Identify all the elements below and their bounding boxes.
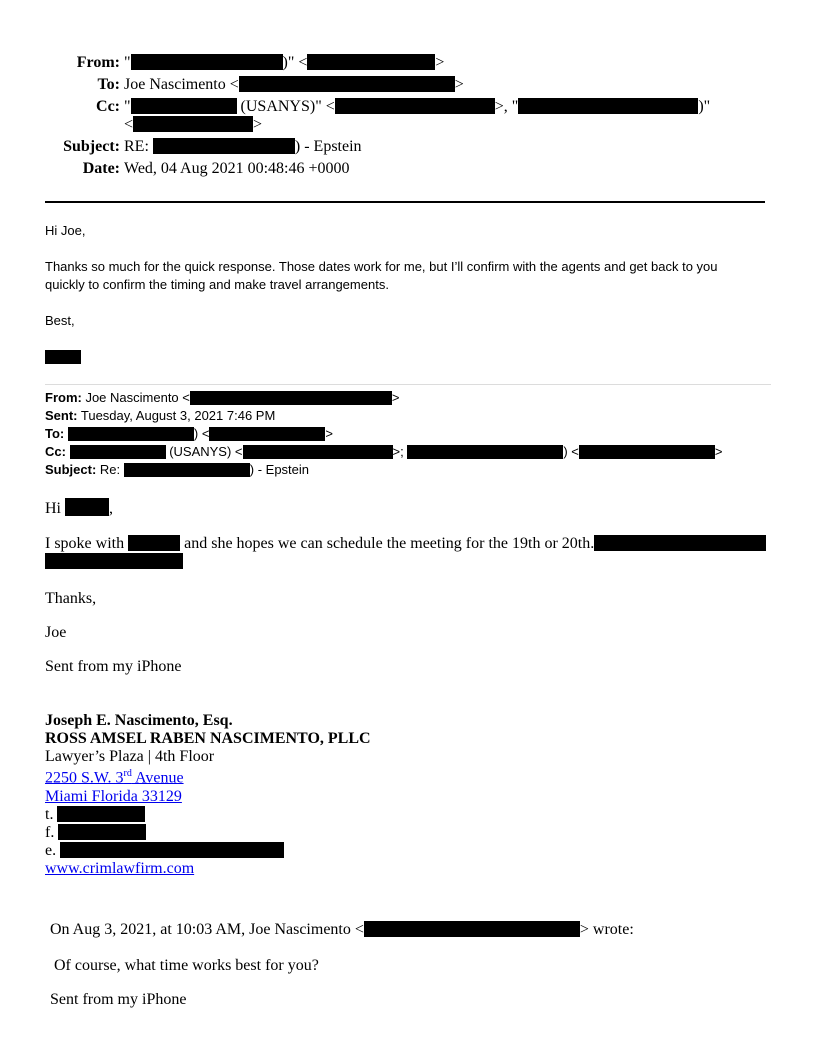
- redaction: [190, 391, 392, 405]
- redaction: [58, 824, 146, 840]
- redaction: [209, 427, 325, 441]
- joe-greeting: Hi ,: [45, 500, 113, 517]
- quoted-subject-value: Re: ) - Epstein: [96, 462, 310, 477]
- date-label: Date:: [82, 160, 120, 177]
- cc-label: Cc:: [96, 98, 120, 115]
- redaction: [407, 445, 563, 459]
- reply-closing: Best,: [45, 313, 75, 328]
- redaction: [124, 463, 250, 477]
- signature-fax: f.: [45, 824, 146, 842]
- signature-email: e.: [45, 842, 284, 860]
- redacted-signature: [45, 350, 81, 364]
- joe-thanks: Thanks,: [45, 590, 97, 607]
- address-link-street[interactable]: 2250 S.W. 3rd Avenue: [45, 768, 184, 787]
- earlier-intro: On Aug 3, 2021, at 10:03 AM, Joe Nascimento < > wrote:: [50, 921, 634, 938]
- quoted-sent-value: Tuesday, August 3, 2021 7:46 PM: [77, 408, 276, 423]
- date-value: Wed, 04 Aug 2021 00:48:46 +0000: [124, 160, 350, 177]
- to-label: To:: [97, 76, 120, 93]
- earlier-line1: Of course, what time works best for you?: [54, 957, 319, 974]
- redaction: [594, 535, 766, 551]
- quote-divider: [45, 384, 771, 385]
- quoted-to-value: ) < >: [68, 426, 333, 441]
- reply-line1: Thanks so much for the quick response. Those dates work for me, but I’ll confirm with the agents and get back to you: [45, 259, 718, 274]
- subject-value: RE: ) - Epstein: [124, 138, 362, 155]
- joe-sent-from: Sent from my iPhone: [45, 658, 182, 675]
- redaction: [57, 806, 145, 822]
- quoted-from-label: From:: [45, 390, 82, 405]
- to-value: Joe Nascimento < >: [124, 76, 464, 93]
- redaction: [131, 54, 283, 70]
- redaction: [335, 98, 495, 114]
- redaction: [153, 138, 295, 154]
- joe-name: Joe: [45, 624, 67, 641]
- quoted-cc-label: Cc:: [45, 444, 66, 459]
- website-link[interactable]: www.crimlawfirm.com: [45, 860, 195, 877]
- subject-label: Subject:: [63, 138, 120, 155]
- quoted-from-value: Joe Nascimento < >: [81, 390, 400, 405]
- signature-name: Joseph E. Nascimento, Esq.: [45, 712, 233, 729]
- redaction: [68, 427, 194, 441]
- quoted-sent-label: Sent:: [45, 408, 78, 423]
- redaction: [131, 98, 237, 114]
- redaction: [128, 535, 180, 551]
- reply-line2: quickly to confirm the timing and make travel arrangements.: [45, 277, 389, 292]
- signature-firm: ROSS AMSEL RABEN NASCIMENTO, PLLC: [45, 730, 371, 747]
- cc-value: " (USANYS)" < >, " )": [124, 98, 711, 115]
- header-divider: [45, 201, 765, 203]
- quoted-cc-value: (USANYS) < >; ) < >: [70, 444, 723, 459]
- redaction: [243, 445, 393, 459]
- redaction: [133, 116, 253, 132]
- redaction: [579, 445, 715, 459]
- reply-greeting: Hi Joe,: [45, 223, 86, 238]
- redaction: [518, 98, 698, 114]
- redaction: [70, 445, 166, 459]
- redaction: [364, 921, 580, 937]
- redaction: [239, 76, 455, 92]
- from-label: From:: [76, 54, 120, 71]
- redaction: [60, 842, 284, 858]
- redaction: [45, 553, 183, 569]
- joe-line1: I spoke with and she hopes we can schedule the meeting for the 19th or 20th.: [45, 535, 766, 553]
- address-link-city[interactable]: Miami Florida 33129: [45, 788, 182, 805]
- signature-plaza: Lawyer’s Plaza | 4th Floor: [45, 748, 215, 765]
- quoted-to-label: To:: [45, 426, 65, 441]
- cc-value-line2: < >: [124, 116, 263, 133]
- redaction: [65, 498, 109, 516]
- from-value: " )" < >: [124, 54, 445, 71]
- earlier-sent-from: Sent from my iPhone: [50, 991, 187, 1008]
- quoted-subject-label: Subject:: [45, 462, 97, 477]
- signature-phone: t.: [45, 806, 145, 824]
- redaction: [307, 54, 435, 70]
